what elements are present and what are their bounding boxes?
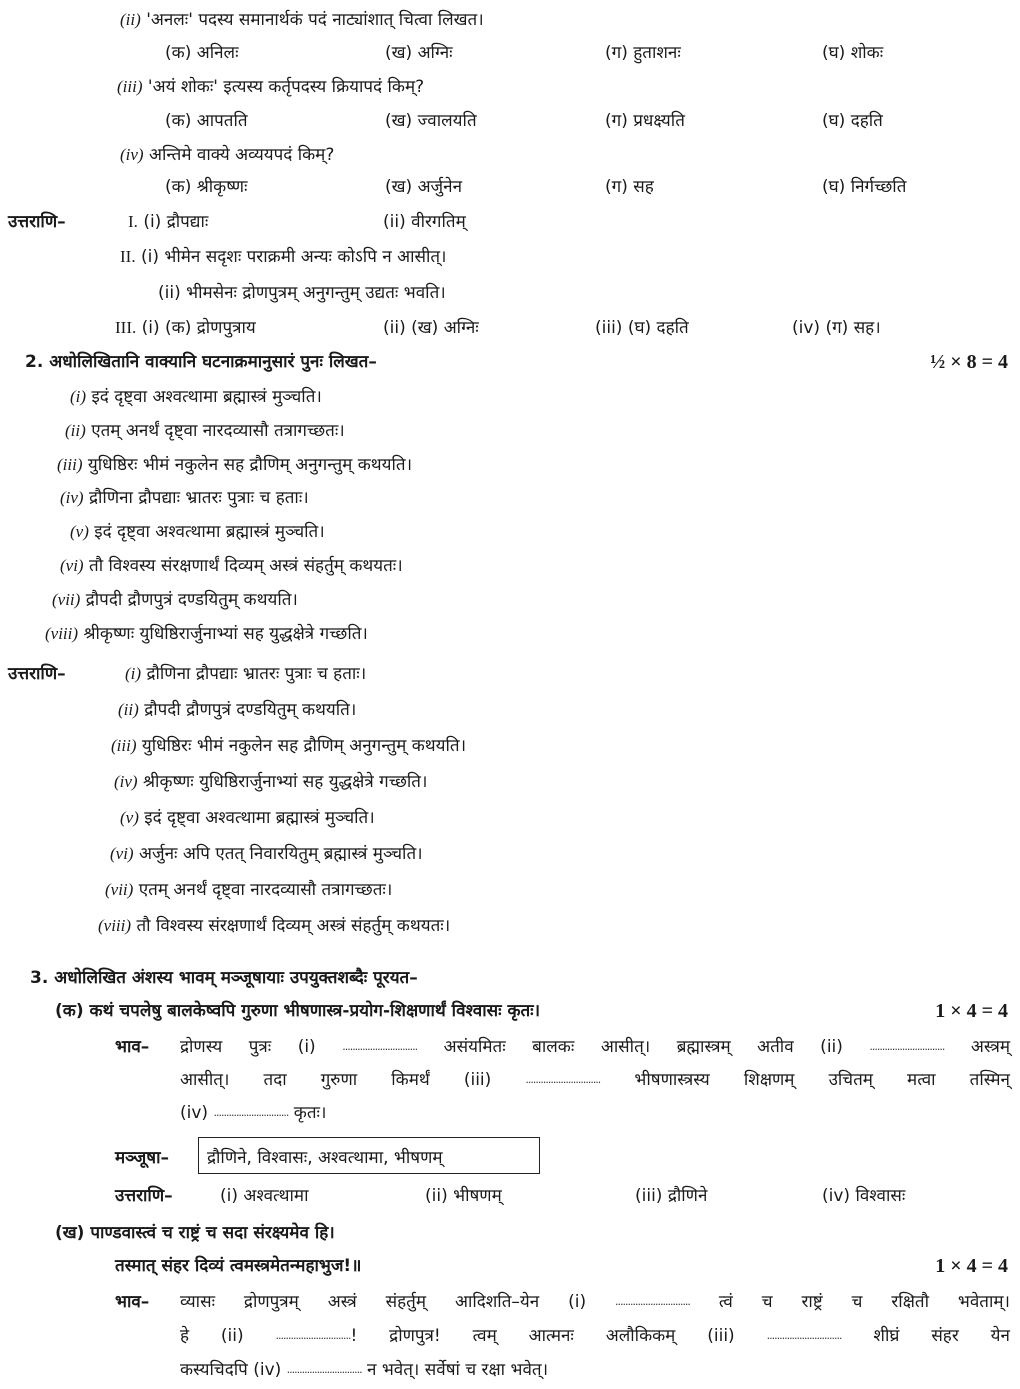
item-number: (vii) bbox=[105, 880, 134, 899]
text: हे (ii) bbox=[180, 1326, 244, 1346]
item-text: इदं दृष्ट्वा अश्वत्थामा ब्रह्मास्त्रं मुञ्चति। bbox=[144, 808, 375, 828]
answer-text: (ii) वीरगतिम् bbox=[383, 212, 466, 232]
option: (ख) ज्वालयति bbox=[385, 111, 477, 131]
answer-text: (i) द्रौपद्याः bbox=[143, 212, 209, 232]
answers-label: उत्तराणि– bbox=[8, 212, 66, 232]
list-item bbox=[110, 842, 423, 866]
blank: .............................. bbox=[869, 1040, 945, 1053]
answers-label: उत्तराणि– bbox=[115, 1186, 173, 1206]
item-number: (iv) bbox=[114, 772, 138, 791]
list-item bbox=[45, 622, 368, 646]
part-ka bbox=[55, 999, 540, 1023]
blank: .............................. bbox=[286, 1363, 362, 1376]
list-item bbox=[57, 453, 412, 477]
option: (ख) अग्निः bbox=[385, 43, 453, 63]
roman-numeral: I. bbox=[128, 212, 138, 231]
item-text: तौ विश्वस्य संरक्षणार्थं दिव्यम् अस्त्रं संहर्तुम् कथयतः। bbox=[136, 916, 451, 936]
item-number: (viii) bbox=[45, 623, 79, 643]
manjusha-words: द्रौणिने, विश्वासः, अश्वत्थामा, भीषणम् bbox=[207, 1148, 443, 1168]
text: कृतः। bbox=[293, 1103, 327, 1123]
answer-text: (iii) (घ) दहति bbox=[595, 318, 689, 338]
item-text: युधिष्ठिरः भीमं नकुलेन सह द्रौणिम् अनुगन्तुम् कथयति। bbox=[141, 736, 467, 756]
marks: 1 × 4 = 4 bbox=[935, 1255, 1008, 1277]
option: (ग) हुताशनः bbox=[605, 43, 681, 63]
blank: .............................. bbox=[275, 1329, 351, 1342]
answer-text: (i) (क) द्रोणपुत्राय bbox=[141, 318, 256, 338]
roman-numeral: III. bbox=[115, 318, 137, 337]
blank: .............................. bbox=[213, 1106, 289, 1119]
list-item bbox=[60, 486, 309, 510]
answer-II bbox=[120, 245, 447, 269]
answer-I bbox=[128, 210, 208, 234]
text: कस्यचिदपि (iv) bbox=[180, 1360, 282, 1380]
manjusha-label: मञ्जूषा– bbox=[115, 1148, 170, 1168]
item-number: (vi) bbox=[110, 844, 134, 863]
item-number: (iii) bbox=[117, 77, 143, 96]
text: ! द्रोणपुत्र! त्वम् आत्मनः अलौकिकम् (iii) bbox=[350, 1326, 735, 1346]
bhaava-line bbox=[180, 1068, 1010, 1092]
answer-text: (ii) भीषणम् bbox=[425, 1186, 502, 1206]
item-number: (i) bbox=[70, 387, 87, 406]
blank: .............................. bbox=[766, 1329, 842, 1342]
answer-text: (ii) भीमसेनः द्रोणपुत्रम् अनुगन्तुम् उद्यतः भवति। bbox=[158, 283, 446, 303]
option: (क) आपतति bbox=[165, 111, 248, 131]
option: (घ) शोकः bbox=[822, 43, 884, 63]
item-text: द्रौपदी द्रौणपुत्रं दण्डयितुम् कथयति। bbox=[85, 589, 298, 610]
marks: 1 × 4 = 4 bbox=[935, 1000, 1008, 1022]
question-2-title: 2. अधोलिखितानि वाक्यानि घटनाक्रमानुसारं पुनः लिखत– bbox=[25, 352, 377, 372]
list-item bbox=[118, 698, 356, 722]
bhaava-label: भाव– bbox=[115, 1037, 150, 1057]
blank: .............................. bbox=[615, 1295, 690, 1308]
item-number: (ii) bbox=[65, 420, 86, 440]
item-number: (iii) bbox=[57, 454, 83, 474]
answer-text: (i) अश्वत्थामा bbox=[220, 1186, 309, 1206]
answer-text: (ii) (ख) अग्निः bbox=[383, 318, 479, 338]
answer-text: (iv) विश्वासः bbox=[822, 1186, 906, 1206]
answer-III bbox=[115, 316, 256, 340]
item-text: द्रौपदी द्रौणपुत्रं दण्डयितुम् कथयति। bbox=[144, 700, 357, 720]
option: (घ) दहति bbox=[822, 111, 883, 131]
answer-text: (iii) द्रौणिने bbox=[635, 1186, 708, 1206]
text: न भवेत्। सर्वेषां च रक्षा भवेत्। bbox=[366, 1360, 549, 1380]
bhaava-line bbox=[180, 1358, 548, 1382]
option: (ख) अर्जुनेन bbox=[385, 177, 463, 197]
text: असंयमितः बालकः आसीत्। ब्रह्मास्त्रम् अतीव (ii) bbox=[443, 1037, 843, 1057]
text: भीषणास्त्रस्य शिक्षणम् उचितम् मत्वा तस्मिन् bbox=[634, 1070, 1010, 1090]
item-number: (vii) bbox=[52, 589, 81, 609]
item-number: (ii) bbox=[120, 10, 141, 29]
option: (ग) प्रधक्ष्यति bbox=[605, 111, 685, 131]
text: शीघ्रं संहर येन bbox=[873, 1326, 1010, 1346]
option: (क) अनिलः bbox=[165, 43, 239, 63]
item-number: (iv) bbox=[60, 488, 84, 508]
part-label: (क) bbox=[55, 1001, 84, 1021]
roman-numeral: II. bbox=[120, 247, 136, 266]
option: (ग) सह bbox=[605, 177, 654, 197]
bhaava-label: भाव– bbox=[115, 1292, 150, 1312]
bhaava-line bbox=[180, 1035, 1010, 1059]
list-item bbox=[65, 419, 345, 443]
item-number: (vi) bbox=[60, 556, 84, 575]
question-iv bbox=[120, 143, 334, 167]
verse: कथं चपलेषु बालकेष्वपि गुरुणा भीषणास्त्र-प्रयोग-शिक्षणार्थं विश्वासः कृतः। bbox=[89, 1001, 541, 1021]
option: (क) श्रीकृष्णः bbox=[165, 177, 248, 197]
item-text: द्रौणिना द्रौपद्याः भ्रातरः पुत्राः च हताः। bbox=[89, 488, 309, 509]
blank: .............................. bbox=[342, 1040, 418, 1053]
item-text: इदं दृष्ट्वा अश्वत्थामा ब्रह्मास्त्रं मुञ्चति। bbox=[91, 387, 322, 407]
item-text: तौ विश्वस्य संरक्षणार्थं दिव्यम् अस्त्रं संहर्तुम् कथयतः। bbox=[89, 556, 403, 576]
option: (घ) निर्गच्छति bbox=[822, 177, 907, 197]
question-iii bbox=[117, 75, 424, 99]
item-text: एतम् अनर्थं दृष्ट्वा नारदव्यासौ तत्रागच्छतः। bbox=[91, 420, 345, 441]
question-text: 'अनलः' पदस्य समानार्थकं पदं नाट्यांशात् चित्वा लिखत। bbox=[146, 10, 484, 30]
list-item bbox=[120, 806, 375, 830]
item-number: (v) bbox=[70, 522, 89, 542]
item-text: श्रीकृष्णः युधिष्ठिरार्जुनाभ्यां सह युद्धक्षेत्रे गच्छति। bbox=[143, 772, 428, 792]
text: आसीत्। तदा गुरुणा किमर्थं (iii) bbox=[180, 1070, 492, 1090]
bhaava-line bbox=[180, 1324, 1010, 1348]
item-number: (v) bbox=[120, 808, 139, 827]
list-item bbox=[52, 588, 298, 612]
text: व्यासः द्रोणपुत्रम् अस्त्रं संहर्तुम् आदिशति–येन (i) bbox=[180, 1292, 587, 1312]
item-text: अर्जुनः अपि एतत् निवारयितुम् ब्रह्मास्त्रं मुञ्चति। bbox=[139, 844, 423, 864]
part-label: (ख) bbox=[55, 1223, 85, 1243]
blank: .............................. bbox=[525, 1073, 601, 1086]
verse: तस्मात् संहर दिव्यं त्वमस्त्रमेतन्महाभुज!॥ bbox=[115, 1256, 362, 1276]
item-text: इदं दृष्ट्वा अश्वत्थामा ब्रह्मास्त्रं मुञ्चति। bbox=[94, 522, 325, 543]
item-number: (iv) bbox=[120, 145, 144, 164]
answer-text: (iv) (ग) सह। bbox=[792, 318, 881, 338]
list-item bbox=[70, 385, 322, 409]
item-text: द्रौणिना द्रौपद्याः भ्रातरः पुत्राः च हताः। bbox=[146, 664, 367, 684]
question-3-title: 3. अधोलिखित अंशस्य भावम् मञ्जूषायाः उपयुक्तशब्दैः पूरयत– bbox=[30, 968, 418, 988]
answers-label: उत्तराणि– bbox=[8, 664, 66, 684]
item-number: (viii) bbox=[98, 916, 132, 935]
list-item bbox=[125, 662, 366, 686]
item-number: (i) bbox=[125, 664, 142, 683]
item-text: एतम् अनर्थं दृष्ट्वा नारदव्यासौ तत्रागच्छतः। bbox=[138, 880, 393, 900]
answer-text: (i) भीमेन सदृशः पराक्रमी अन्यः कोऽपि न आसीत्। bbox=[140, 247, 447, 267]
text: त्वं च राष्ट्रं च रक्षितौ भवेताम्। bbox=[718, 1292, 1011, 1312]
question-ii bbox=[120, 8, 484, 32]
list-item bbox=[60, 554, 403, 578]
list-item bbox=[105, 878, 392, 902]
text: अस्त्रम् bbox=[970, 1037, 1010, 1057]
item-text: श्रीकृष्णः युधिष्ठिरार्जुनाभ्यां सह युद्धक्षेत्रे गच्छति। bbox=[83, 623, 368, 644]
item-number: (ii) bbox=[118, 700, 139, 719]
text: (iv) bbox=[180, 1103, 209, 1123]
list-item bbox=[98, 914, 450, 938]
bhaava-line bbox=[180, 1290, 1010, 1314]
text: द्रोणस्य पुत्रः (i) bbox=[180, 1037, 316, 1057]
list-item bbox=[114, 770, 427, 794]
question-text: 'अयं शोकः' इत्यस्य कर्तृपदस्य क्रियापदं किम्? bbox=[147, 77, 425, 97]
item-text: युधिष्ठिरः भीमं नकुलेन सह द्रौणिम् अनुगन्तुम् कथयति। bbox=[87, 454, 413, 475]
verse: पाण्डवास्त्वं च राष्ट्रं च सदा संरक्ष्यमेव हि। bbox=[90, 1223, 335, 1243]
part-kha bbox=[55, 1221, 335, 1245]
question-text: अन्तिमे वाक्ये अव्ययपदं किम्? bbox=[149, 145, 335, 165]
list-item bbox=[70, 520, 325, 544]
list-item bbox=[111, 734, 466, 758]
item-number: (iii) bbox=[111, 736, 137, 755]
bhaava-line bbox=[180, 1101, 326, 1125]
marks: ½ × 8 = 4 bbox=[930, 351, 1008, 373]
